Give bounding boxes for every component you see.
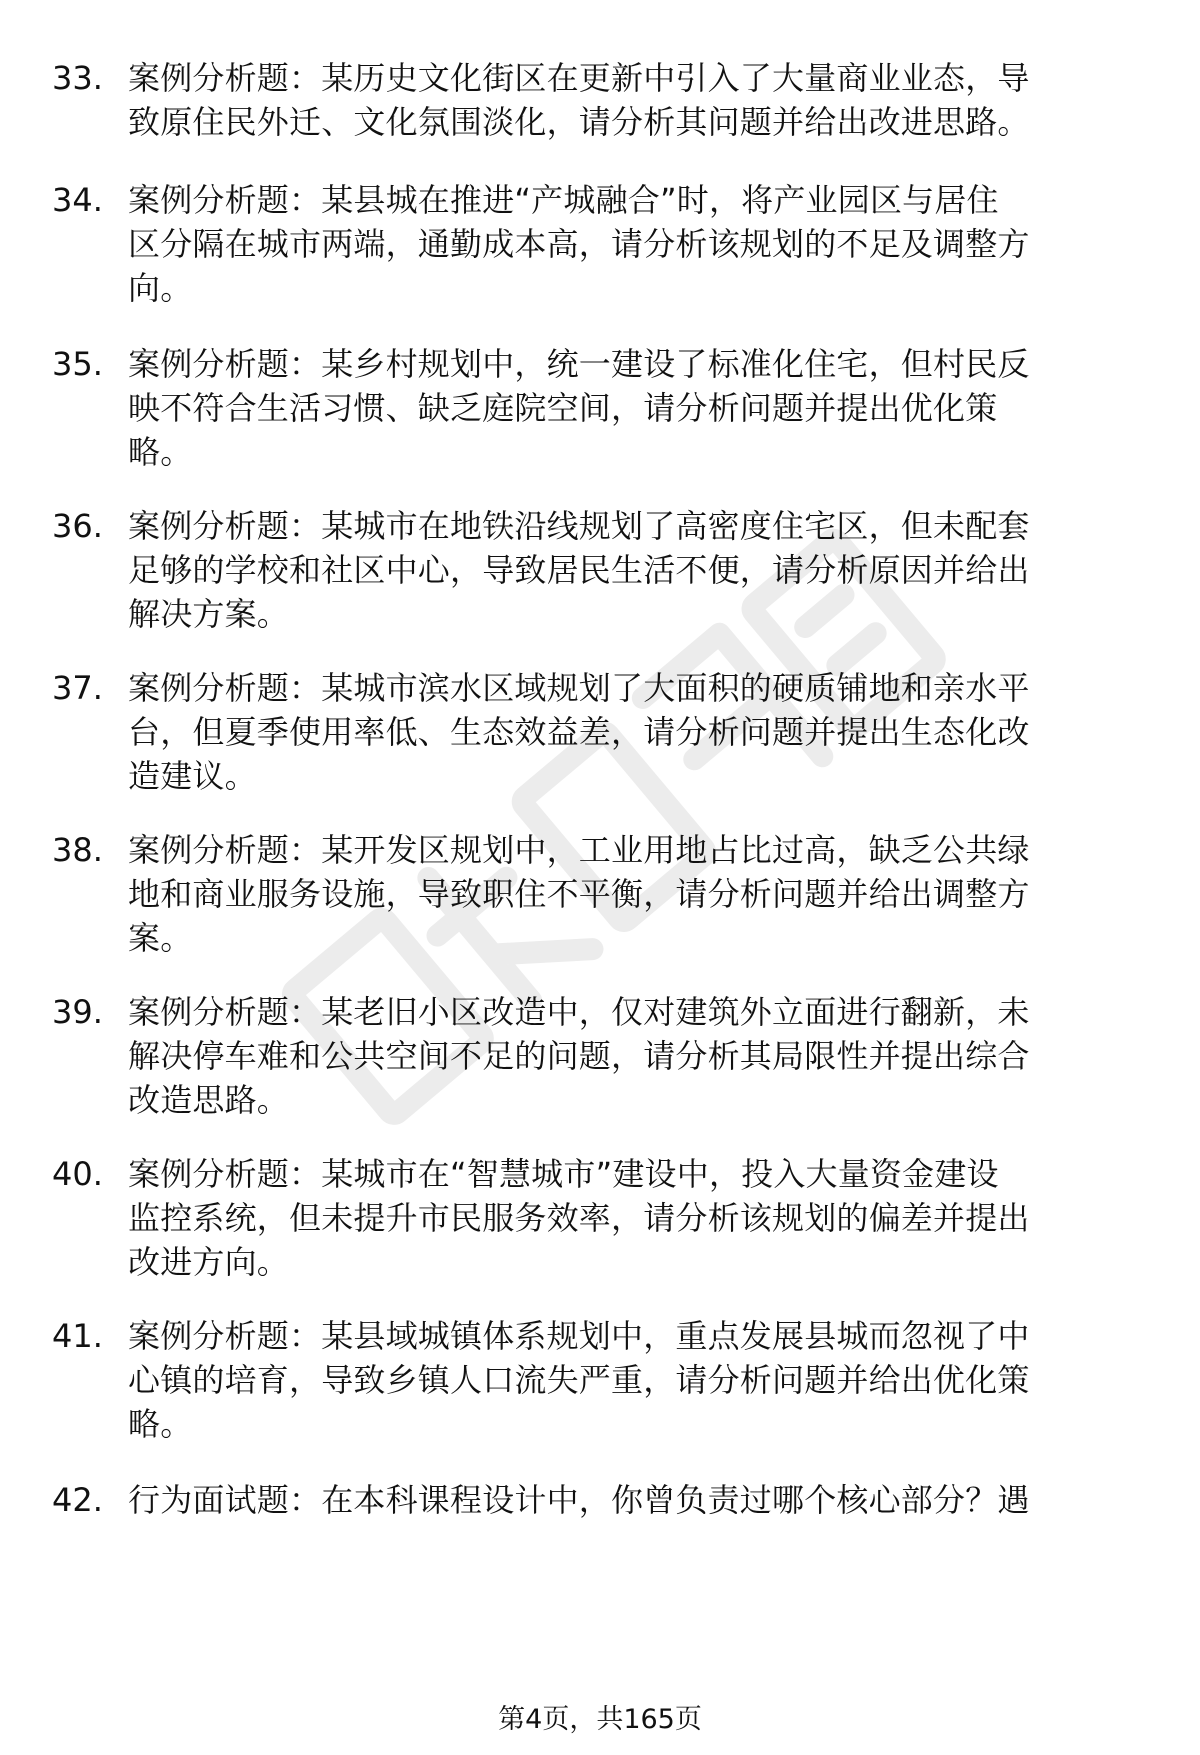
question-text bbox=[128, 990, 1148, 1122]
question-text bbox=[128, 342, 1148, 474]
question-text-line: 致原住民外迁、文化氛围淡化，请分析其问题并给出改进思路。 bbox=[128, 103, 1030, 141]
question-text-line: 心镇的培育，导致乡镇人口流失严重，请分析问题并给出优化策 bbox=[128, 1361, 1030, 1399]
question-text-line: 造建议。 bbox=[128, 757, 257, 795]
question-text-line: 略。 bbox=[128, 433, 193, 471]
question-number: 35. bbox=[52, 345, 103, 383]
question-text-line: 地和商业服务设施，导致职住不平衡，请分析问题并给出调整方 bbox=[128, 875, 1030, 913]
question-text bbox=[128, 1314, 1148, 1446]
question-number: 42. bbox=[52, 1481, 103, 1519]
question-number: 39. bbox=[52, 993, 103, 1031]
question-text-line: 案例分析题：某历史文化街区在更新中引入了大量商业业态，导 bbox=[128, 59, 1030, 97]
question-text-line: 解决方案。 bbox=[128, 595, 290, 633]
question-text-line: 案例分析题：某乡村规划中，统一建设了标准化住宅，但村民反 bbox=[128, 345, 1030, 383]
question-text-line: 映不符合生活习惯、缺乏庭院空间，请分析问题并提出优化策 bbox=[128, 389, 998, 427]
question-text bbox=[128, 666, 1148, 798]
question-text-line: 案例分析题：某老旧小区改造中，仅对建筑外立面进行翻新，未 bbox=[128, 993, 1030, 1031]
question-text-line: 改进方向。 bbox=[128, 1243, 290, 1281]
question-number: 41. bbox=[52, 1317, 103, 1355]
question-text-line: 解决停车难和公共空间不足的问题，请分析其局限性并提出综合 bbox=[128, 1037, 1030, 1075]
question-number: 34. bbox=[52, 181, 103, 219]
question-text-line: 案例分析题：某城市滨水区域规划了大面积的硬质铺地和亲水平 bbox=[128, 669, 1030, 707]
question-text-line: 足够的学校和社区中心，导致居民生活不便，请分析原因并给出 bbox=[128, 551, 1030, 589]
question-text-line: 案例分析题：某城市在地铁沿线规划了高密度住宅区，但未配套 bbox=[128, 507, 1030, 545]
question-number: 33. bbox=[52, 59, 103, 97]
question-number: 36. bbox=[52, 507, 103, 545]
question-text-line: 改造思路。 bbox=[128, 1081, 290, 1119]
question-text-line: 案例分析题：某县城在推进“产城融合”时，将产业园区与居住 bbox=[128, 181, 999, 219]
question-text bbox=[128, 56, 1148, 144]
question-text-line: 略。 bbox=[128, 1405, 193, 1443]
question-text-line: 案例分析题：某城市在“智慧城市”建设中，投入大量资金建设 bbox=[128, 1155, 999, 1193]
question-number: 38. bbox=[52, 831, 103, 869]
question-text bbox=[128, 178, 1148, 310]
question-text bbox=[128, 504, 1148, 636]
question-number: 40. bbox=[52, 1155, 103, 1193]
page-number: 第4页，共165页 bbox=[498, 1704, 702, 1735]
question-text bbox=[128, 828, 1148, 960]
question-text-line: 案。 bbox=[128, 919, 193, 957]
question-text bbox=[128, 1152, 1148, 1284]
question-number: 37. bbox=[52, 669, 103, 707]
question-text-line: 案例分析题：某开发区规划中，工业用地占比过高，缺乏公共绿 bbox=[128, 831, 1030, 869]
question-text-line: 案例分析题：某县域城镇体系规划中，重点发展县城而忽视了中 bbox=[128, 1317, 1030, 1355]
question-text bbox=[128, 1478, 1148, 1522]
question-text-line: 台，但夏季使用率低、生态效益差，请分析问题并提出生态化改 bbox=[128, 713, 1030, 751]
question-text-line: 区分隔在城市两端，通勤成本高，请分析该规划的不足及调整方 bbox=[128, 225, 1030, 263]
question-text-line: 向。 bbox=[128, 269, 193, 307]
question-text-line: 行为面试题：在本科课程设计中，你曾负责过哪个核心部分？遇 bbox=[128, 1481, 1030, 1519]
question-text-line: 监控系统，但未提升市民服务效率，请分析该规划的偏差并提出 bbox=[128, 1199, 1030, 1237]
